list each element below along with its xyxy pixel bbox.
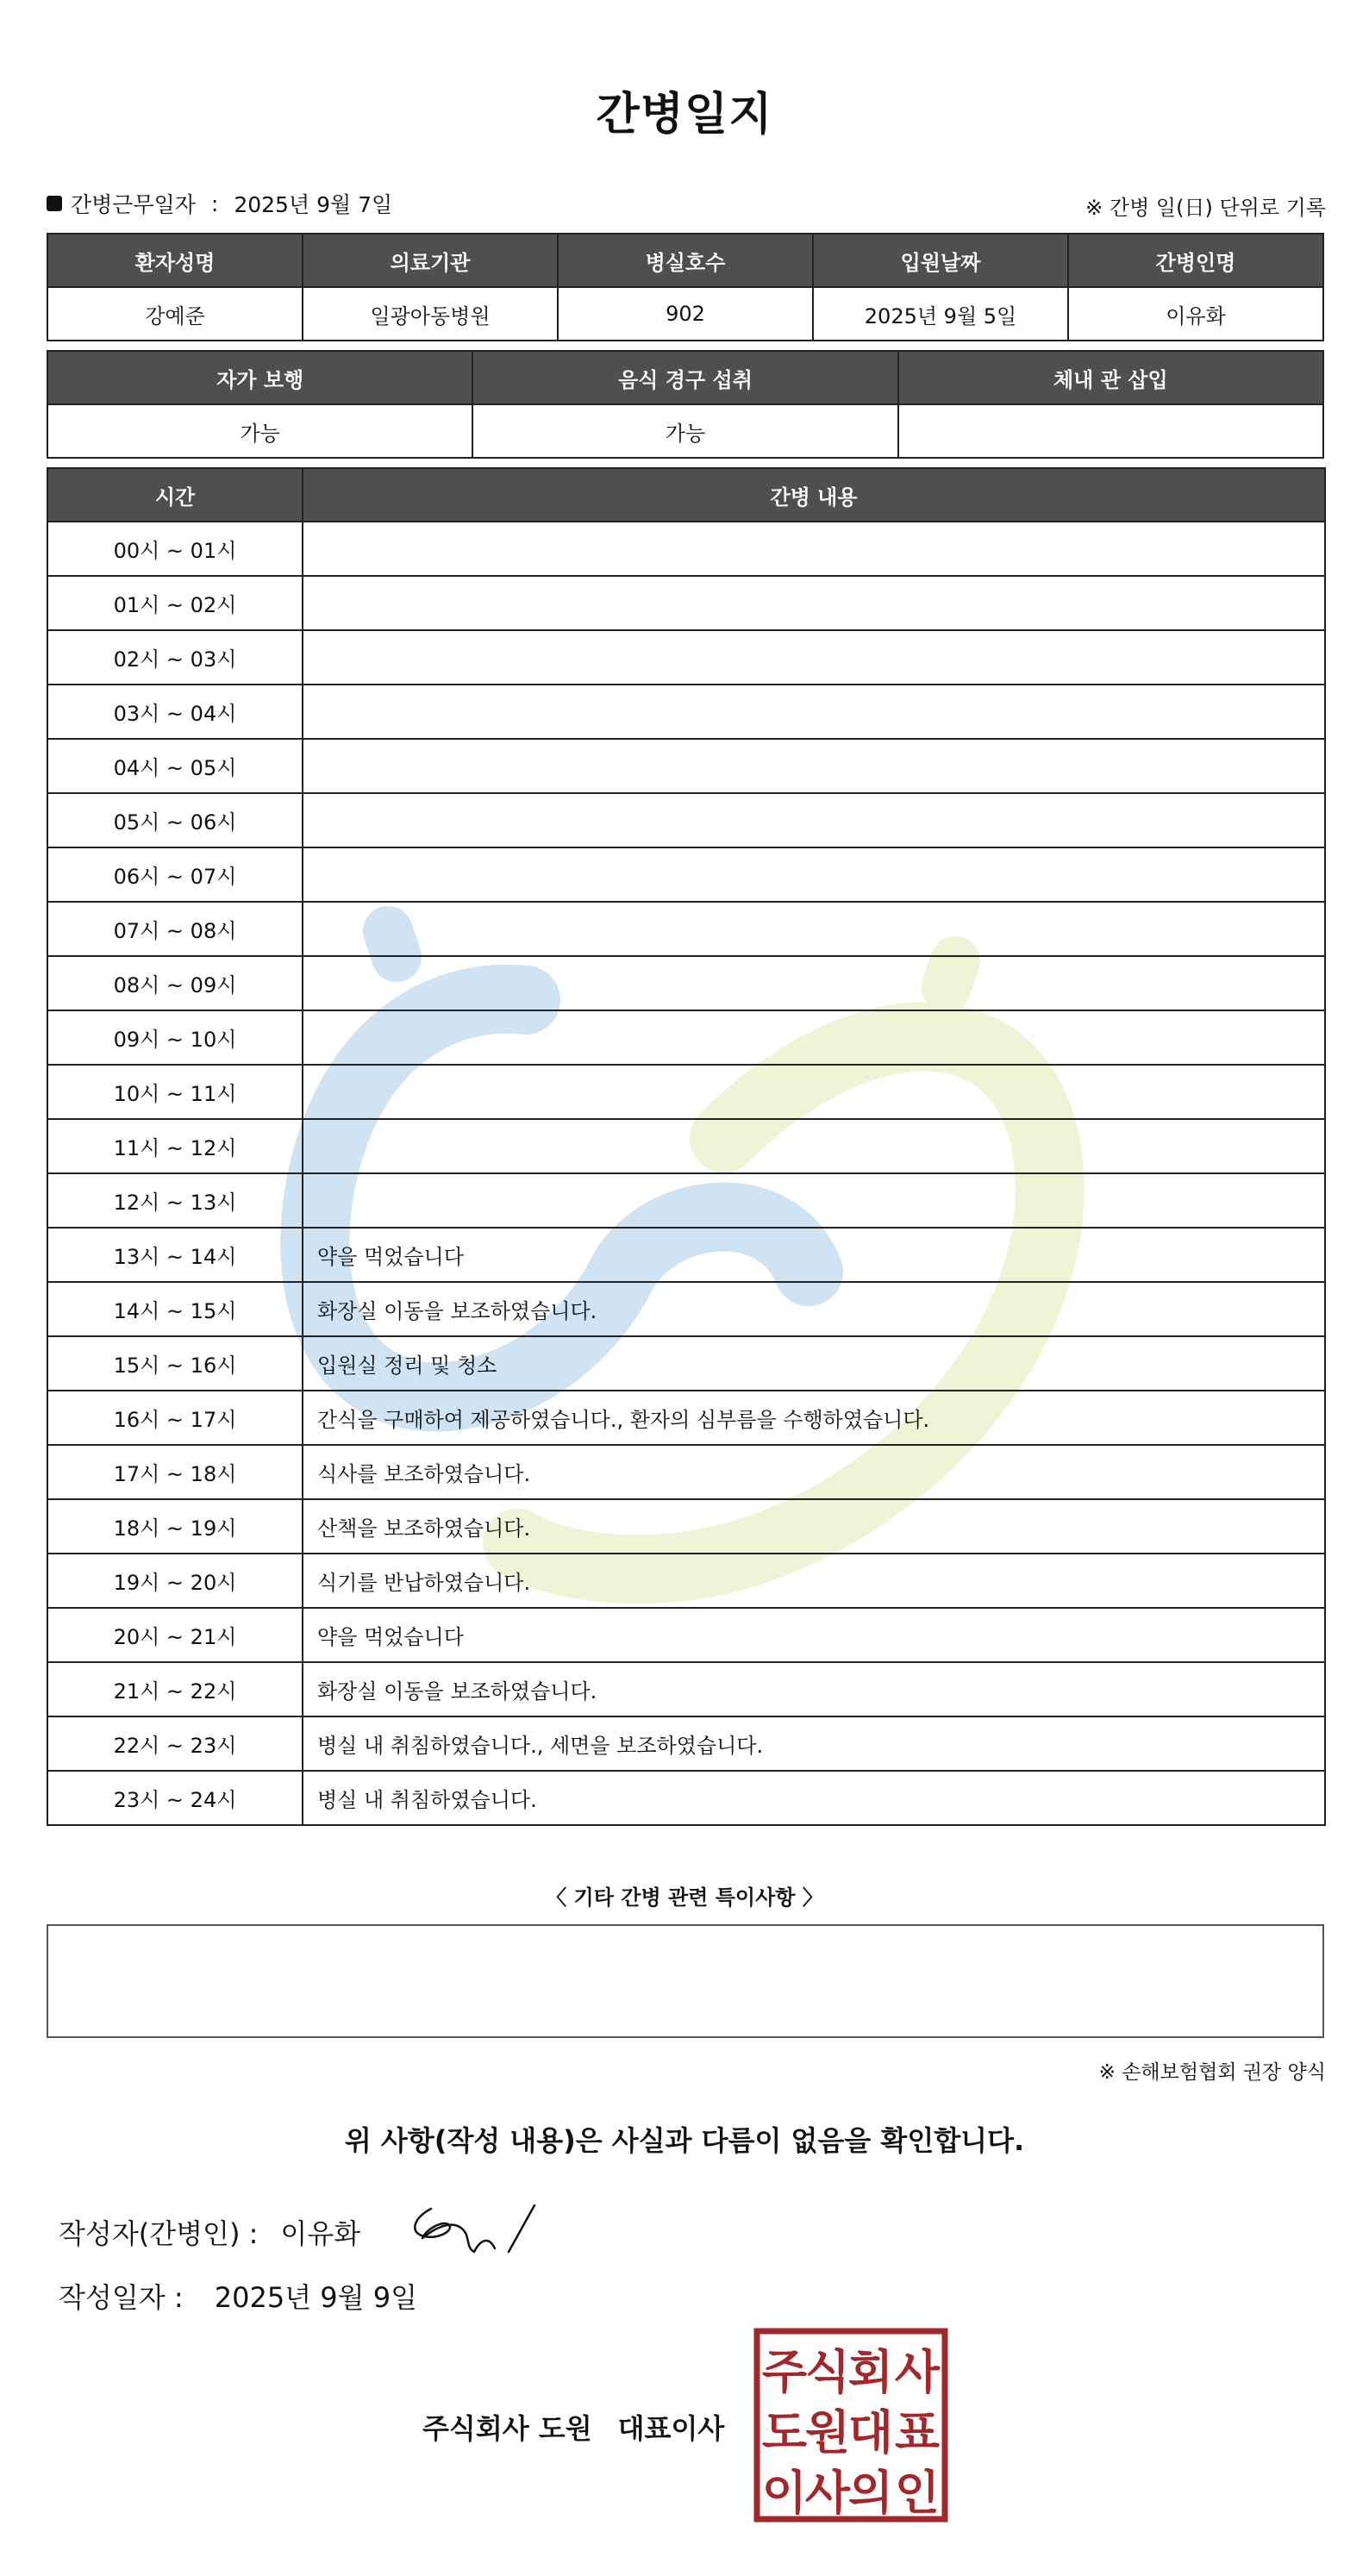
care-note bbox=[303, 739, 1325, 793]
care-note: 약을 먹었습니다 bbox=[303, 1608, 1325, 1662]
table-row bbox=[47, 630, 1325, 685]
care-note: 화장실 이동을 보조하였습니다. bbox=[303, 1662, 1325, 1716]
care-note: 입원실 정리 및 청소 bbox=[303, 1336, 1325, 1391]
table-row bbox=[47, 1173, 1325, 1228]
care-note: 식기를 반납하였습니다. bbox=[303, 1554, 1325, 1608]
table-row bbox=[47, 522, 1325, 576]
table-row bbox=[47, 1445, 1325, 1499]
seal-char: 인 bbox=[894, 2466, 941, 2520]
special-notes-title: 〈 기타 간병 관련 특이사항 〉 bbox=[546, 1885, 823, 1910]
time-slot: 17시 ~ 18시 bbox=[47, 1445, 303, 1499]
care-note bbox=[303, 1119, 1325, 1173]
patient-status-table bbox=[47, 350, 1324, 459]
work-date bbox=[47, 188, 392, 219]
special-notes-box bbox=[47, 1924, 1324, 2038]
status-value-row bbox=[47, 404, 1323, 458]
care-note: 화장실 이동을 보조하였습니다. bbox=[303, 1282, 1325, 1336]
seal-char: 원 bbox=[804, 2405, 851, 2460]
care-note bbox=[303, 793, 1325, 847]
care-note: 산책을 보조하였습니다. bbox=[303, 1499, 1325, 1554]
time-slot: 00시 ~ 01시 bbox=[47, 522, 303, 576]
header-self-walking: 자가 보행 bbox=[47, 351, 472, 404]
seal-char: 의 bbox=[847, 2466, 894, 2520]
header-room: 병실호수 bbox=[558, 234, 813, 287]
form-note: ※ 손해보험협회 권장 양식 bbox=[1098, 2061, 1326, 2084]
seal-char: 대 bbox=[847, 2405, 894, 2460]
header-tube-insertion: 체내 관 삽입 bbox=[898, 351, 1323, 404]
time-slot: 15시 ~ 16시 bbox=[47, 1336, 303, 1391]
table-row bbox=[47, 847, 1325, 902]
time-slot: 23시 ~ 24시 bbox=[47, 1771, 303, 1825]
confirmation-statement: 위 사항(작성 내용)은 사실과 다름이 없음을 확인합니다. bbox=[344, 2124, 1025, 2157]
self-walking-value: 가능 bbox=[47, 404, 472, 458]
care-note: 간식을 구매하여 제공하였습니다., 환자의 심부름을 수행하였습니다. bbox=[303, 1391, 1325, 1445]
oral-intake-value: 가능 bbox=[472, 404, 897, 458]
room-number: 902 bbox=[558, 287, 813, 341]
table-row bbox=[47, 1716, 1325, 1771]
log-header-row bbox=[47, 468, 1325, 522]
care-note: 병실 내 취침하였습니다. bbox=[303, 1771, 1325, 1825]
table-row bbox=[47, 1608, 1325, 1662]
bullet-square-icon bbox=[47, 196, 62, 211]
care-log-table bbox=[47, 467, 1326, 1826]
care-note bbox=[303, 902, 1325, 956]
work-date-value: 2025년 9월 7일 bbox=[234, 192, 393, 217]
table-row bbox=[47, 1336, 1325, 1391]
seal-char: 식 bbox=[804, 2345, 851, 2399]
time-slot: 08시 ~ 09시 bbox=[47, 956, 303, 1010]
company-line bbox=[422, 2407, 724, 2447]
time-slot: 18시 ~ 19시 bbox=[47, 1499, 303, 1554]
caregiver-name: 이유화 bbox=[1068, 287, 1323, 341]
header-hospital: 의료기관 bbox=[303, 234, 558, 287]
write-date-label: 작성일자 : bbox=[59, 2281, 184, 2314]
care-note bbox=[303, 685, 1325, 739]
care-note bbox=[303, 576, 1325, 630]
table-row bbox=[47, 685, 1325, 739]
signature bbox=[405, 2198, 556, 2267]
writer-line bbox=[59, 2212, 360, 2252]
table-row bbox=[47, 1065, 1325, 1119]
care-note: 식사를 보조하였습니다. bbox=[303, 1445, 1325, 1499]
status-header-row bbox=[47, 351, 1323, 404]
care-note: 병실 내 취침하였습니다., 세면을 보조하였습니다. bbox=[303, 1716, 1325, 1771]
time-slot: 06시 ~ 07시 bbox=[47, 847, 303, 902]
page-title: 간병일지 bbox=[596, 89, 773, 141]
time-slot: 21시 ~ 22시 bbox=[47, 1662, 303, 1716]
care-note bbox=[303, 522, 1325, 576]
table-row bbox=[47, 1282, 1325, 1336]
care-note bbox=[303, 847, 1325, 902]
table-row bbox=[47, 793, 1325, 847]
table-row bbox=[47, 902, 1325, 956]
table-row bbox=[47, 1499, 1325, 1554]
table-row bbox=[47, 576, 1325, 630]
seal-char: 사 bbox=[894, 2345, 941, 2399]
care-note bbox=[303, 1173, 1325, 1228]
patient-header-row bbox=[47, 234, 1323, 287]
time-slot: 14시 ~ 15시 bbox=[47, 1282, 303, 1336]
hospital-name: 일광아동병원 bbox=[303, 287, 558, 341]
patient-info-table bbox=[47, 233, 1324, 341]
time-slot: 07시 ~ 08시 bbox=[47, 902, 303, 956]
seal-char: 도 bbox=[761, 2405, 808, 2460]
seal-char: 이 bbox=[761, 2466, 808, 2520]
company-seal-stamp bbox=[753, 2328, 948, 2523]
table-row bbox=[47, 1391, 1325, 1445]
company-title: 대표이사 bbox=[617, 2412, 725, 2445]
care-note bbox=[303, 630, 1325, 685]
table-row bbox=[47, 956, 1325, 1010]
time-slot: 16시 ~ 17시 bbox=[47, 1391, 303, 1445]
seal-char: 표 bbox=[894, 2405, 941, 2460]
care-note bbox=[303, 1010, 1325, 1065]
patient-name: 강예준 bbox=[47, 287, 303, 341]
time-slot: 20시 ~ 21시 bbox=[47, 1608, 303, 1662]
time-slot: 01시 ~ 02시 bbox=[47, 576, 303, 630]
company-name: 주식회사 도원 bbox=[422, 2412, 592, 2445]
header-caregiver: 간병인명 bbox=[1068, 234, 1323, 287]
header-oral-intake: 음식 경구 섭취 bbox=[472, 351, 897, 404]
table-row bbox=[47, 1119, 1325, 1173]
table-row bbox=[47, 739, 1325, 793]
care-note: 약을 먹었습니다 bbox=[303, 1228, 1325, 1282]
time-slot: 10시 ~ 11시 bbox=[47, 1065, 303, 1119]
seal-char: 사 bbox=[804, 2466, 851, 2520]
time-slot: 05시 ~ 06시 bbox=[47, 793, 303, 847]
header-admission-date: 입원날짜 bbox=[813, 234, 1068, 287]
time-slot: 22시 ~ 23시 bbox=[47, 1716, 303, 1771]
care-note bbox=[303, 956, 1325, 1010]
work-date-label: 간병근무일자 bbox=[71, 192, 196, 217]
time-slot: 11시 ~ 12시 bbox=[47, 1119, 303, 1173]
time-slot: 09시 ~ 10시 bbox=[47, 1010, 303, 1065]
patient-value-row bbox=[47, 287, 1323, 341]
time-slot: 02시 ~ 03시 bbox=[47, 630, 303, 685]
table-row bbox=[47, 1771, 1325, 1825]
time-slot: 12시 ~ 13시 bbox=[47, 1173, 303, 1228]
seal-char: 주 bbox=[761, 2345, 808, 2399]
header-time: 시간 bbox=[47, 468, 303, 522]
seal-char: 회 bbox=[847, 2345, 894, 2399]
write-date-line bbox=[59, 2276, 417, 2316]
time-slot: 04시 ~ 05시 bbox=[47, 739, 303, 793]
table-row bbox=[47, 1228, 1325, 1282]
work-date-separator: : bbox=[210, 191, 219, 216]
unit-note: ※ 간병 일(日) 단위로 기록 bbox=[1085, 196, 1326, 220]
table-row bbox=[47, 1554, 1325, 1608]
write-date-value: 2025년 9월 9일 bbox=[214, 2281, 418, 2314]
admission-date: 2025년 9월 5일 bbox=[813, 287, 1068, 341]
tube-insertion-value bbox=[898, 404, 1323, 458]
header-care-content: 간병 내용 bbox=[303, 468, 1325, 522]
table-row bbox=[47, 1662, 1325, 1716]
table-row bbox=[47, 1010, 1325, 1065]
time-slot: 19시 ~ 20시 bbox=[47, 1554, 303, 1608]
time-slot: 13시 ~ 14시 bbox=[47, 1228, 303, 1282]
time-slot: 03시 ~ 04시 bbox=[47, 685, 303, 739]
writer-label: 작성자(간병인) : bbox=[59, 2217, 259, 2250]
care-note bbox=[303, 1065, 1325, 1119]
header-patient-name: 환자성명 bbox=[47, 234, 303, 287]
writer-name: 이유화 bbox=[280, 2217, 361, 2250]
